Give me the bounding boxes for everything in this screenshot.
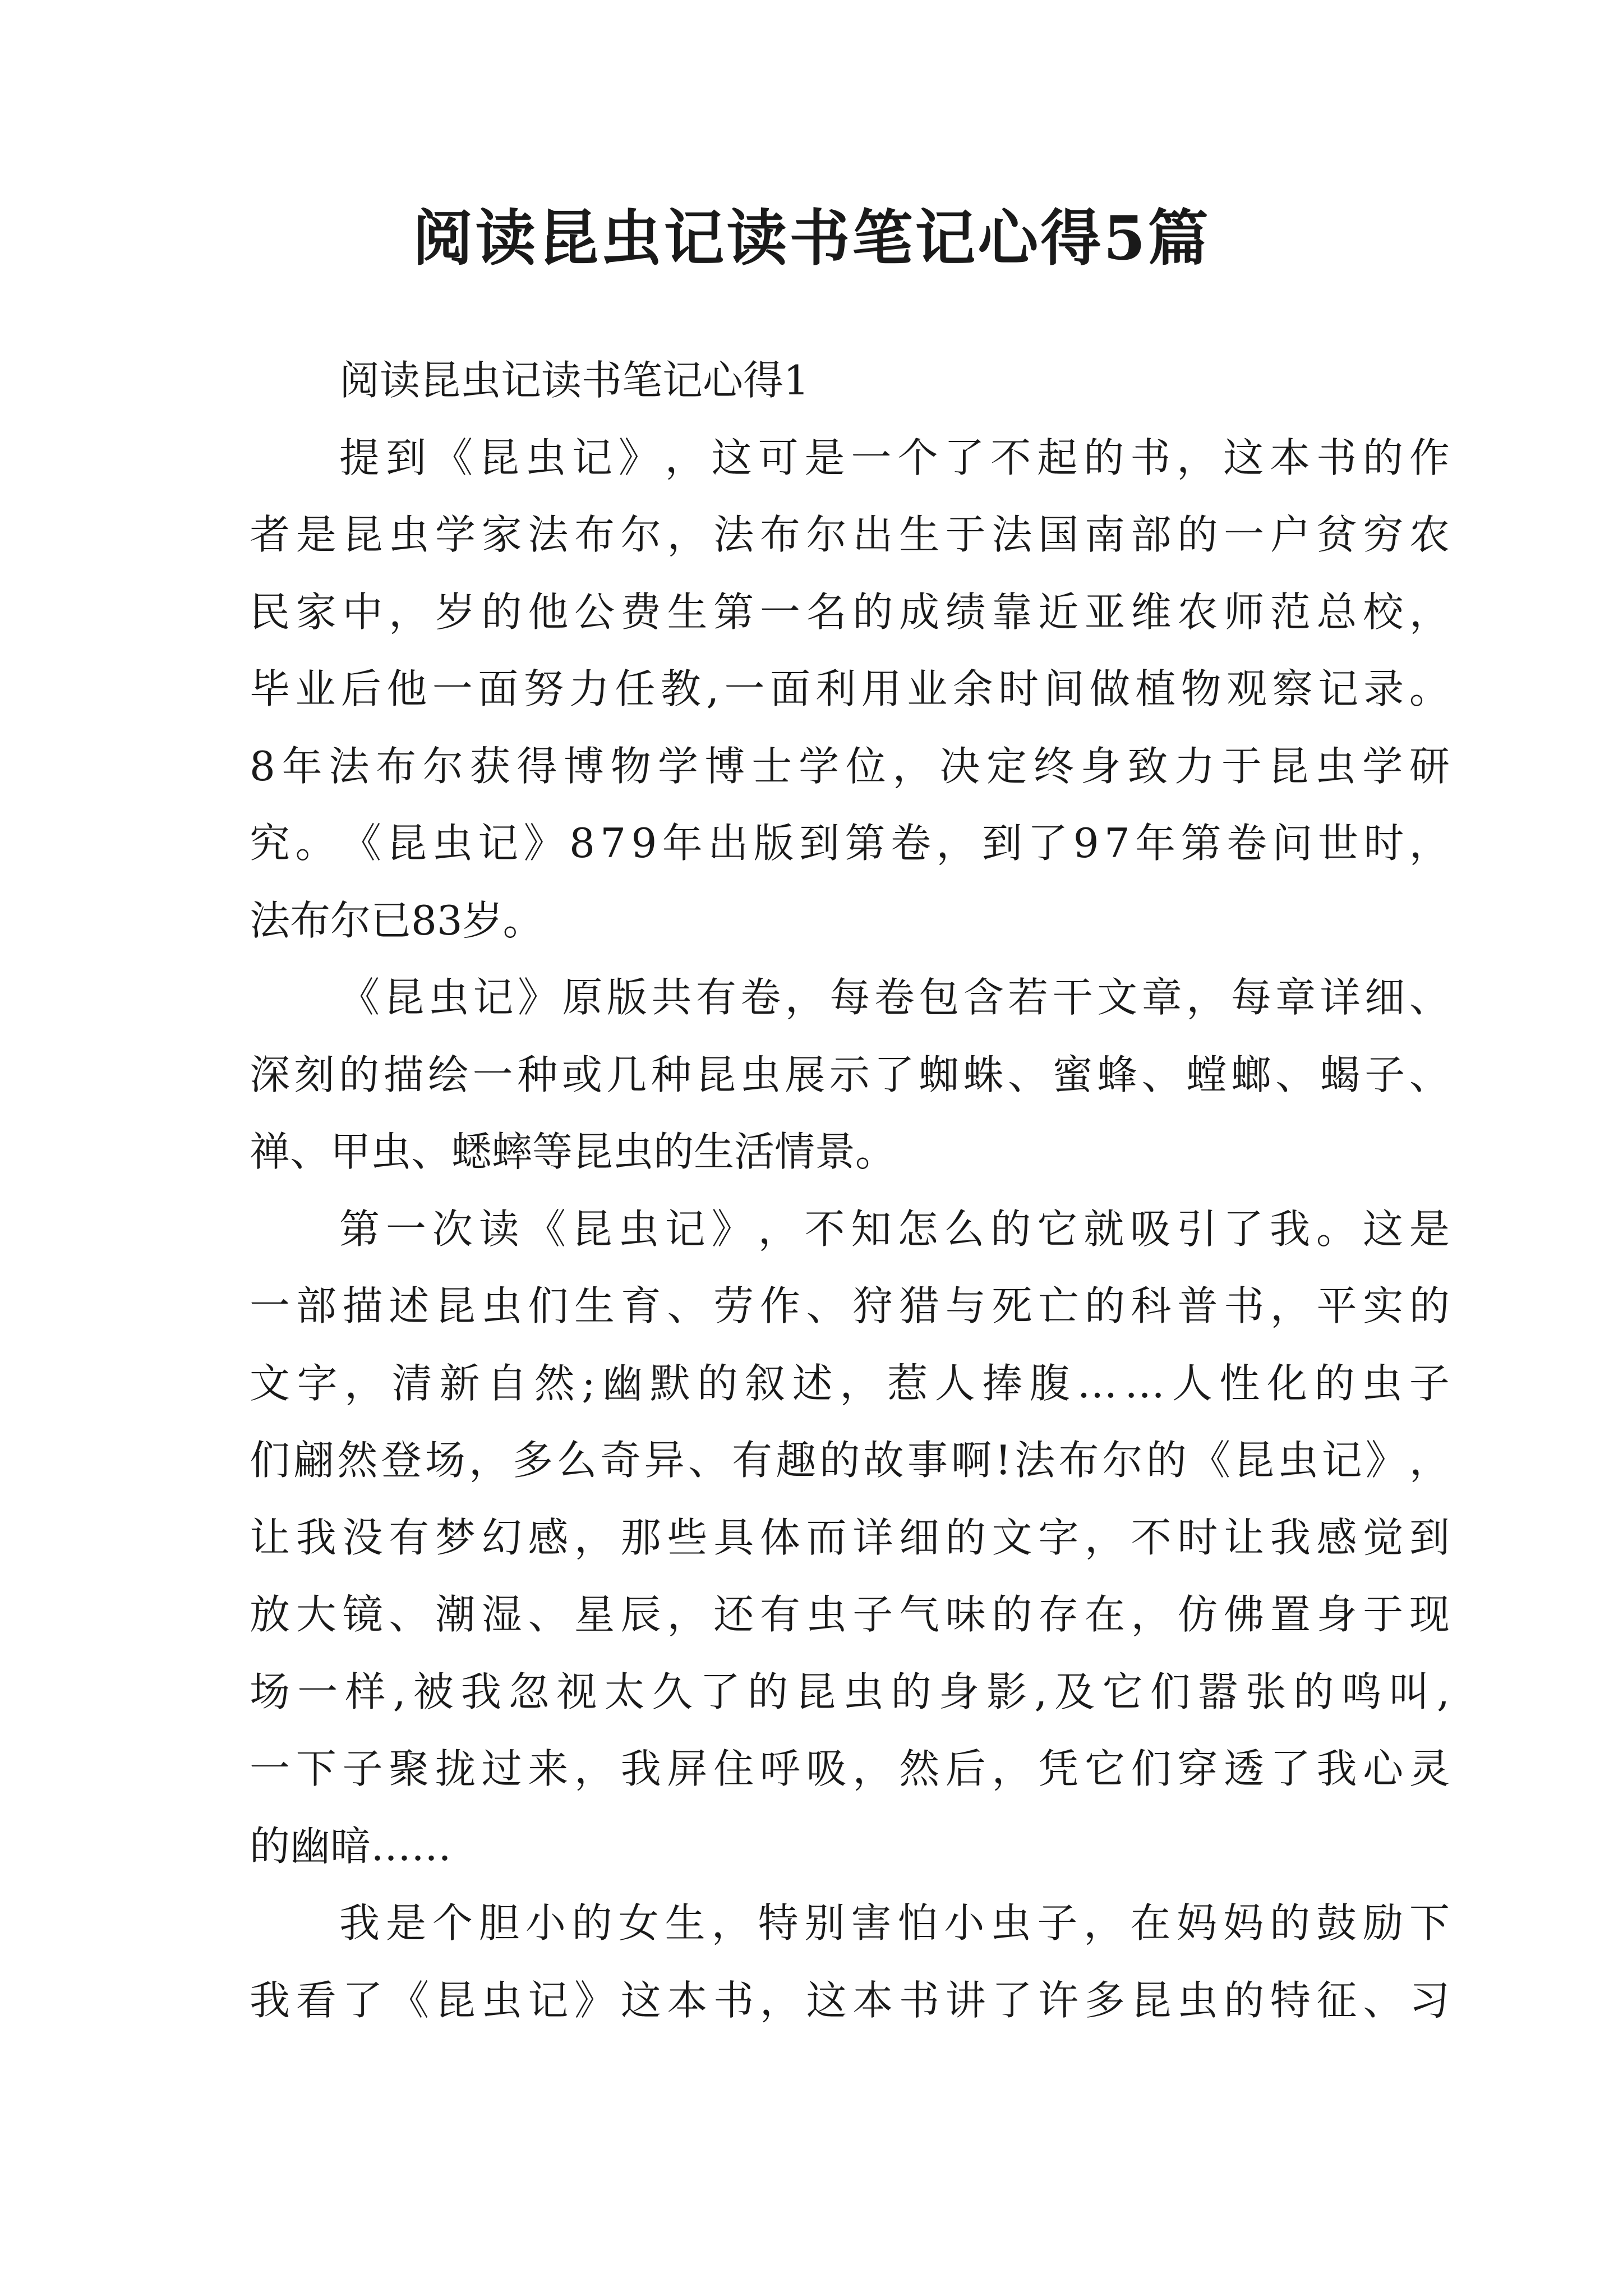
text-line-content: 第 一 次 读 《 昆 虫 记 》 ， 不 知 怎 么 的 它 就 吸 引 了 我 。 这 是: [339, 1205, 1450, 1253]
document-body: [250, 342, 1450, 2039]
text-line-content: 深 刻 的 描 绘 一 种 或 几 种 昆 虫 展 示 了 蜘 蛛 、 蜜 蜂 、 螳 螂 、 蝎 子 、: [250, 1051, 1450, 1098]
text-line: [250, 805, 1450, 882]
document-title: 阅读昆虫记读书笔记心得5篇: [412, 203, 1211, 274]
text-line-content: 《 昆 虫 记 》 原 版 共 有 卷 ， 每 卷 包 含 若 干 文 章 ， 每 章 详 细 、: [339, 974, 1450, 1021]
text-line-content: 们 翩 然 登 场 ， 多 么 奇 异 、 有 趣 的 故 事 啊 ! 法 布 尔 的 《 昆 虫 记 》 ，: [250, 1437, 1450, 1484]
text-line: [250, 959, 1450, 1037]
text-line-content: 一 下 子 聚 拢 过 来 ， 我 屏 住 呼 吸 ， 然 后 ， 凭 它 们 穿 透 了 我 心 灵: [250, 1745, 1450, 1792]
text-line: [250, 1808, 1450, 1885]
text-line-content: 我 是 个 胆 小 的 女 生 ， 特 别 害 怕 小 虫 子 ， 在 妈 妈 的 鼓 励 下: [339, 1899, 1450, 1947]
text-line: [250, 1345, 1450, 1423]
text-line-content: 禅、甲虫、蟋蟀等昆虫的生活情景。: [250, 1128, 896, 1175]
text-line: [250, 1962, 1450, 2040]
text-line-content: 法布尔已83岁。: [250, 896, 543, 944]
text-line: [250, 342, 1450, 420]
text-line-content: 一 部 描 述 昆 虫 们 生 育 、 劳 作 、 狩 猎 与 死 亡 的 科 普 书 ， 平 实 的: [250, 1282, 1450, 1329]
text-line-content: 究 。 《 昆 虫 记 》 8 7 9 年 出 版 到 第 卷 ， 到 了 9 7 年 第 卷 问 世 时 ，: [250, 820, 1450, 867]
text-line: [250, 1885, 1450, 1962]
text-line: [250, 651, 1450, 728]
text-line: [250, 1114, 1450, 1191]
text-line: [250, 1037, 1450, 1114]
text-line-content: 文 字 ， 清 新 自 然 ; 幽 默 的 叙 述 ， 惹 人 捧 腹 … … 人 性 化 的 虫 子: [250, 1359, 1450, 1407]
text-line-content: 者 是 昆 虫 学 家 法 布 尔 ， 法 布 尔 出 生 于 法 国 南 部 的 一 户 贫 穷 农: [250, 511, 1450, 558]
text-line: [250, 882, 1450, 960]
text-line: [250, 1499, 1450, 1577]
text-line: [250, 1731, 1450, 1808]
text-line: [250, 1191, 1450, 1268]
text-line: [250, 1576, 1450, 1654]
text-line: [250, 420, 1450, 497]
text-line: [250, 1422, 1450, 1499]
text-line-content: 提 到 《 昆 虫 记 》 ， 这 可 是 一 个 了 不 起 的 书 ， 这 本 书 的 作: [339, 434, 1450, 481]
text-line-content: 放 大 镜 、 潮 湿 、 星 辰 ， 还 有 虫 子 气 味 的 存 在 ， 仿 佛 置 身 于 现: [250, 1591, 1450, 1638]
text-line-content: 的幽暗……: [250, 1822, 452, 1870]
text-line: [250, 1654, 1450, 1731]
text-line: [250, 574, 1450, 651]
text-line-content: 8 年 法 布 尔 获 得 博 物 学 博 士 学 位 ， 决 定 终 身 致 力 于 昆 虫 学 研: [250, 742, 1450, 790]
text-line-content: 阅读昆虫记读书笔记心得1: [339, 357, 809, 404]
text-line-content: 民 家 中 ， 岁 的 他 公 费 生 第 一 名 的 成 绩 靠 近 亚 维 农 师 范 总 校 ，: [250, 588, 1450, 636]
text-line-content: 场 一 样 , 被 我 忽 视 太 久 了 的 昆 虫 的 身 影 , 及 它 们 嚣 张 的 鸣 叫 ,: [250, 1668, 1450, 1715]
text-line-content: 我 看 了 《 昆 虫 记 》 这 本 书 ， 这 本 书 讲 了 许 多 昆 虫 的 特 征 、 习: [250, 1976, 1450, 2024]
text-line: [250, 496, 1450, 574]
text-line-content: 毕 业 后 他 一 面 努 力 任 教 , 一 面 利 用 业 余 时 间 做 植 物 观 察 记 录 。: [250, 665, 1450, 712]
text-line-content: 让 我 没 有 梦 幻 感 ， 那 些 具 体 而 详 细 的 文 字 ， 不 时 让 我 感 觉 到: [250, 1513, 1450, 1561]
text-line: [250, 728, 1450, 806]
text-line: [250, 1268, 1450, 1345]
